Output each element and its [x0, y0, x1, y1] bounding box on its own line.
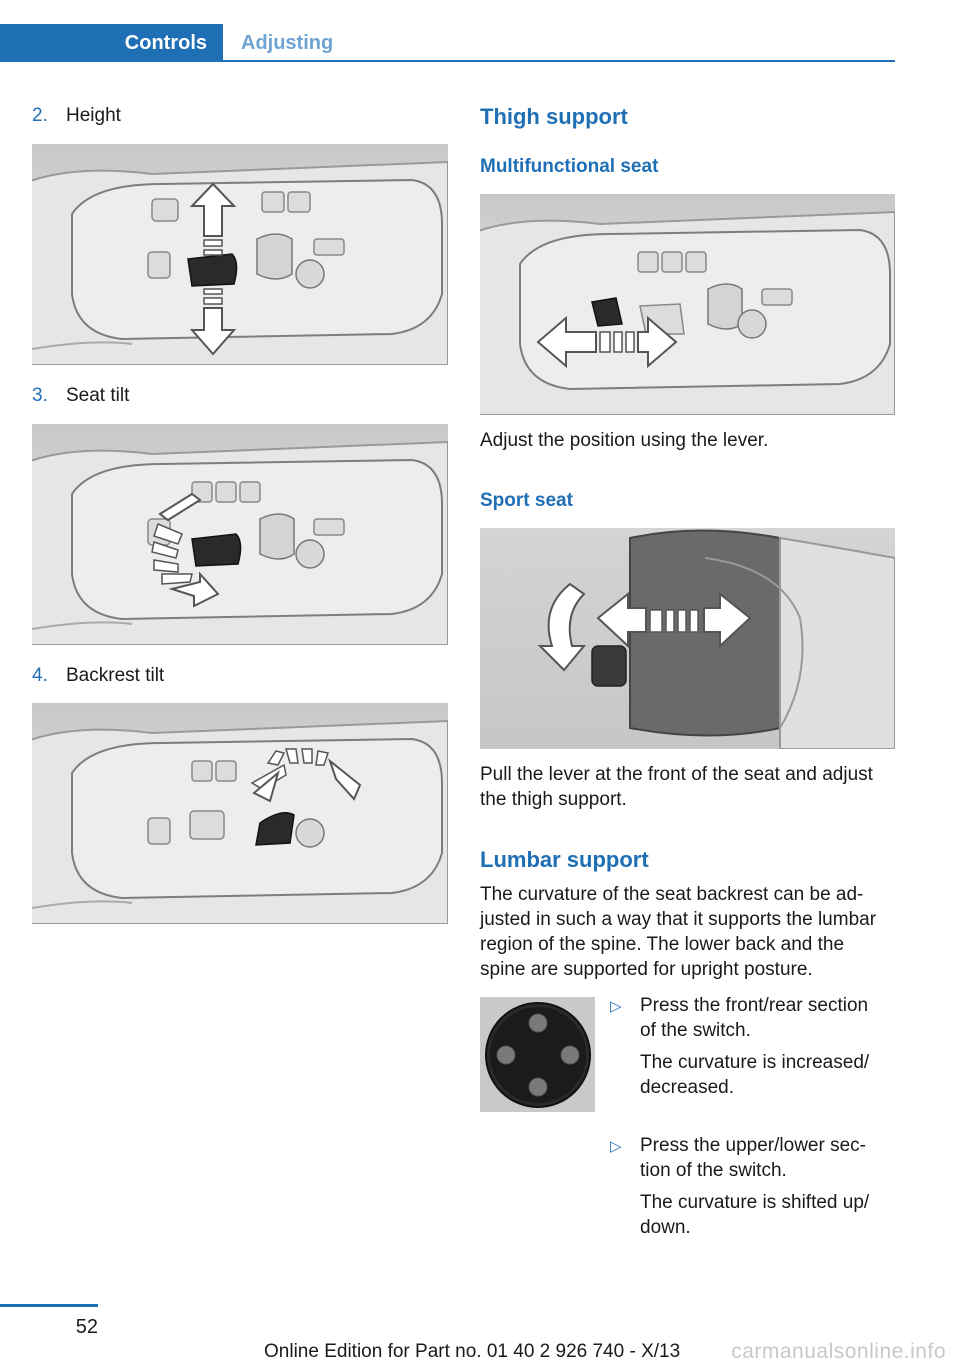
figure-lumbar-switch: [480, 997, 595, 1112]
figure-backrest-tilt: [32, 703, 448, 924]
watermark: carmanualsonline.info: [731, 1340, 946, 1363]
figure-thigh-multifunctional: [480, 194, 895, 415]
bullet-icon: ▷: [610, 1138, 622, 1155]
figure-height-adjust: [32, 144, 448, 365]
page-number: 52: [75, 1316, 98, 1338]
section-label: Controls: [124, 32, 207, 54]
lumbar-para-line4: spine are supported for upright posture.: [480, 959, 813, 980]
text-sport-instruction-line2: the thigh support.: [480, 789, 627, 810]
edition-text: Online Edition for Part no. 01 40 2 926 740 - X/13: [264, 1341, 681, 1362]
page-header: [0, 24, 895, 62]
text-sport-instruction-line1: Pull the lever at the front of the seat and adjust: [480, 764, 873, 785]
lumbar-para-line2: justed in such a way that it supports the lumbar: [480, 909, 877, 930]
section-tab-adjusting[interactable]: Adjusting: [241, 32, 334, 54]
bullet-icon: ▷: [610, 998, 622, 1015]
seat-tilt-illustration: [32, 424, 448, 645]
bullet1-line-b: of the switch.: [640, 1020, 751, 1041]
item-number-backrest-tilt: 4.: [32, 665, 48, 686]
lumbar-para-line1: The curvature of the seat backrest can be ad‐: [480, 884, 864, 905]
subheading-multifunctional-seat: Multifunctional seat: [480, 156, 659, 177]
item-label-backrest-tilt: Backrest tilt: [66, 665, 165, 686]
figure-thigh-sport: [480, 528, 895, 749]
seat-height-illustration: [32, 144, 448, 365]
bullet2-line-b: tion of the switch.: [640, 1160, 787, 1181]
figure-seat-tilt: [32, 424, 448, 645]
bullet1-result-a: The curvature is increased/: [640, 1052, 870, 1073]
heading-lumbar-support: Lumbar support: [480, 847, 649, 872]
thigh-support-lever-illustration: [480, 194, 895, 415]
item-number-height: 2.: [32, 105, 48, 126]
backrest-tilt-illustration: [32, 703, 448, 924]
subheading-sport-seat: Sport seat: [480, 490, 573, 511]
item-number-seat-tilt: 3.: [32, 385, 48, 406]
text-multifunctional-instruction: Adjust the position using the lever.: [480, 430, 769, 451]
lumbar-switch-icon: [480, 997, 595, 1112]
bullet1-line-a: Press the front/rear section: [640, 995, 869, 1016]
bullet2-result-b: down.: [640, 1217, 691, 1238]
bullet2-result-a: The curvature is shifted up/: [640, 1192, 870, 1213]
item-label-height: Height: [66, 105, 121, 126]
footer-rule: [0, 1304, 98, 1307]
bullet1-result-b: decreased.: [640, 1077, 735, 1098]
heading-thigh-support: Thigh support: [480, 104, 628, 129]
lumbar-para-line3: region of the spine. The lower back and the: [480, 934, 845, 955]
bullet2-line-a: Press the upper/lower sec‐: [640, 1135, 866, 1156]
section-tab-controls[interactable]: [0, 24, 223, 62]
sport-seat-thigh-illustration: [480, 528, 895, 749]
item-label-seat-tilt: Seat tilt: [66, 385, 130, 406]
